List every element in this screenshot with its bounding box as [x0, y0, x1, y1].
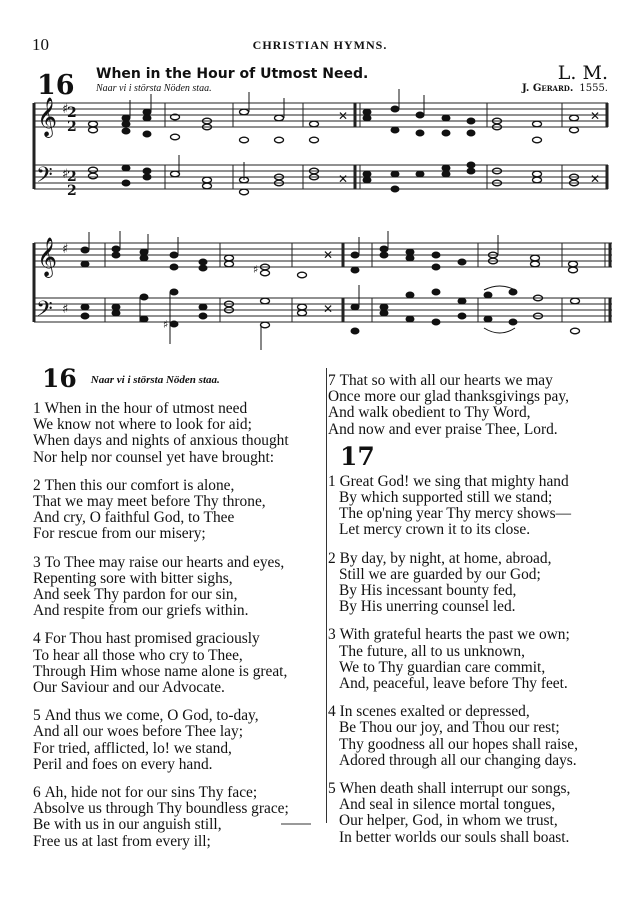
svg-text:✕: ✕: [590, 109, 601, 123]
meter: L. M.: [557, 62, 608, 84]
stanza-line: 3 To Thee may raise our hearts and eyes,: [33, 553, 285, 571]
stanza-line: Be with us in our anguish still,: [33, 816, 222, 834]
system-1: [34, 103, 608, 189]
stanza-line: Our Saviour and our Advocate.: [33, 679, 225, 697]
stanza-line: And seek Thy pardon for our sin,: [33, 586, 238, 604]
svg-text:✕: ✕: [590, 172, 601, 186]
stanza-line: 7 That so with all our hearts we may: [328, 372, 553, 389]
staff-lines: [34, 103, 608, 189]
svg-text:𝄢: 𝄢: [36, 163, 53, 193]
stanza-line: 4 For Thou hast promised graciously: [33, 630, 260, 648]
stanza-line: Peril and foes on every hand.: [33, 755, 213, 773]
stanza-line: Adored through all our changing days.: [339, 751, 577, 769]
tune-hymn-number: 16: [37, 70, 75, 101]
svg-text:✕: ✕: [323, 302, 334, 316]
stanza-line: 6 Ah, hide not for our sins Thy face;: [33, 784, 258, 802]
stanza-17-2: [328, 551, 628, 616]
svg-text:♯: ♯: [62, 167, 69, 182]
svg-text:♯: ♯: [62, 302, 69, 317]
svg-text:𝄢: 𝄢: [36, 297, 53, 327]
stanza-line: Our helper, God, in whom we trust,: [339, 812, 558, 830]
stanza-line: And cry, O faithful God, to Thee: [33, 509, 235, 527]
stanza-17-4: [328, 704, 628, 769]
notes: [81, 89, 600, 350]
clefs: [36, 97, 77, 327]
stanza-line: That we may meet before Thy throne,: [33, 493, 266, 511]
hymn-16-heading: [42, 364, 220, 393]
hymn-16-number: 16: [42, 364, 77, 393]
stanza-line: 2 By day, by night, at home, abroad,: [328, 549, 552, 567]
composer-name: J. Gerard.: [521, 83, 574, 94]
stanza-line: And seal in silence mortal tongues,: [339, 796, 556, 814]
stanza-17-5: [328, 781, 628, 846]
stanza-line: Repenting sore with bitter sighs,: [33, 569, 233, 587]
stanza-line: And respite from our griefs within.: [33, 602, 249, 620]
composer-year: 1555.: [579, 83, 608, 94]
stanza-line: The op'ning year Thy mercy shows—: [339, 505, 572, 523]
svg-text:𝄞: 𝄞: [37, 237, 58, 277]
stanza-16-7: [328, 373, 628, 438]
music-score: [0, 0, 640, 360]
stanza-line: By His unerring counsel led.: [339, 598, 516, 616]
svg-text:✕: ✕: [323, 248, 334, 262]
stanza-line: By His incessant bounty fed,: [339, 582, 517, 600]
hymn-16-column-left: [33, 401, 323, 862]
stanza-line: 3 With grateful hearts the past we own;: [328, 626, 570, 644]
stanza-line: 5 When death shall interrupt our songs,: [328, 780, 571, 798]
hymn-17-number: 17: [340, 441, 375, 471]
stanza-line: By which supported still we stand;: [339, 489, 553, 507]
svg-text:♯: ♯: [62, 242, 69, 257]
tune-subtitle: Naar vi i största Nöden staa.: [96, 83, 212, 94]
stanza-line: And all our woes before Thee lay;: [33, 723, 243, 741]
stanza-line: Absolve us through Thy boundless grace;: [33, 800, 289, 818]
stanza-line: In better worlds our souls shall boast.: [339, 828, 570, 846]
stanza-16-4: [33, 631, 323, 696]
stanza-line: Be Thou our joy, and Thou our rest;: [339, 719, 560, 737]
svg-text:2: 2: [67, 183, 77, 199]
stanza-16-2: [33, 478, 323, 543]
stanza-line: We know not where to look for aid;: [33, 416, 252, 434]
stanza-17-3: [328, 627, 628, 692]
page-number: 10: [32, 35, 49, 54]
stanza-line: 2 Then this our comfort is alone,: [33, 476, 235, 494]
stanza-line: Once more our glad thanksgivings pay,: [328, 388, 569, 406]
stanza-line: Through Him whose name alone is great,: [33, 662, 288, 680]
svg-text:✕: ✕: [338, 109, 349, 123]
stanza-16-6: [33, 785, 323, 850]
stanza-line: Let mercy crown it to its close.: [339, 521, 531, 539]
svg-text:♯: ♯: [62, 102, 69, 117]
column-divider: [326, 368, 327, 823]
stanza-line: And walk obedient to Thy Word,: [328, 404, 531, 422]
stanza-line: For tried, afflicted, lo! we stand,: [33, 739, 232, 757]
footer-ornament: [281, 823, 311, 825]
stanza-16-1: [33, 401, 323, 466]
svg-text:2: 2: [67, 119, 77, 135]
stanza-17-1: [328, 474, 628, 539]
stanza-line: And, peaceful, leave before Thy feet.: [339, 675, 568, 693]
svg-text:✕: ✕: [338, 172, 349, 186]
running-head: CHRISTIAN HYMNS.: [252, 38, 388, 52]
stanza-line: To hear all those who cry to Thee,: [33, 646, 243, 664]
svg-text:♯: ♯: [253, 263, 259, 276]
stanza-line: 1 When in the hour of utmost need: [33, 400, 248, 417]
stanza-line: For rescue from our misery;: [33, 525, 206, 543]
stanza-line: Nor help nor counsel yet have brought:: [33, 448, 275, 466]
stanza-line: When days and nights of anxious thought: [33, 432, 289, 450]
stanza-line: 4 In scenes exalted or depressed,: [328, 703, 530, 721]
svg-text:2: 2: [67, 169, 77, 185]
right-column: [328, 373, 628, 858]
stanza-line: Free us at last from every ill;: [33, 832, 211, 850]
stanza-16-5: [33, 708, 323, 773]
stanza-line: The future, all to us unknown,: [339, 642, 525, 660]
tune-title: When in the Hour of Utmost Need.: [96, 66, 369, 82]
stanza-line: Still we are guarded by our God;: [339, 565, 541, 583]
stanza-16-3: [33, 555, 323, 620]
stanza-line: And now and ever praise Thee, Lord.: [328, 420, 558, 438]
svg-text:♯: ♯: [163, 318, 169, 331]
stanza-line: We to Thy guardian care commit,: [339, 658, 546, 676]
svg-text:2: 2: [67, 105, 77, 121]
stanza-line: Thy goodness all our hopes shall raise,: [339, 735, 578, 753]
hymn-16-subtitle: Naar vi i största Nöden staa.: [90, 374, 220, 386]
svg-text:𝄞: 𝄞: [37, 97, 58, 137]
stanza-line: 5 And thus we come, O God, to-day,: [33, 707, 259, 725]
stanza-line: 1 Great God! we sing that mighty hand: [328, 472, 569, 490]
